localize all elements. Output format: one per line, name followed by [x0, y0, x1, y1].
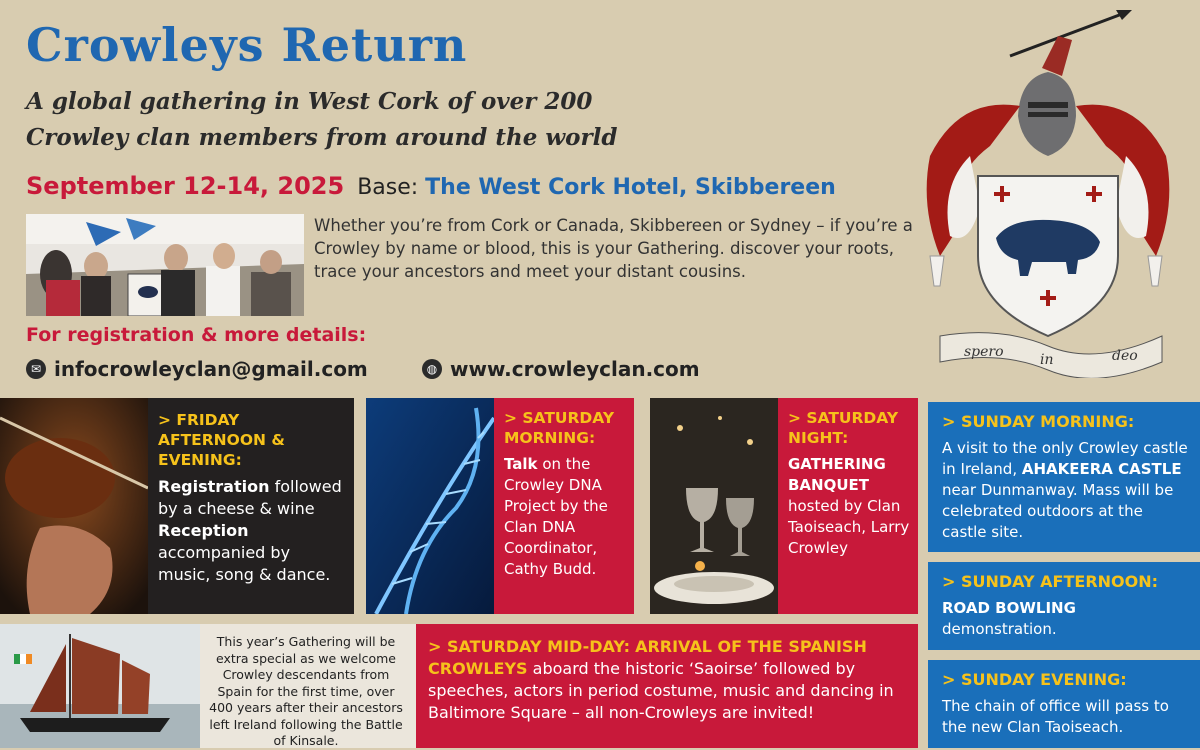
intro-text: Whether you’re from Cork or Canada, Skibbereen or Sydney – if you’re a Crowley by name or blood, this is your Gathering. discover your roots, trace your ancestors and meet your distant cousins.	[314, 216, 913, 281]
page-subtitle	[26, 84, 617, 156]
saoirse-ship-photo	[0, 624, 200, 748]
sunday-afternoon-heading: > SUNDAY AFTERNOON:	[942, 572, 1159, 591]
sunday-morning-heading: > SUNDAY MORNING:	[942, 412, 1135, 431]
saturday-morning-panel	[494, 398, 634, 614]
saturday-midday-text: > SATURDAY MID-DAY: ARRIVAL OF THE SPANISH CROWLEYS aboard the historic ‘Saoirse’ followed by speeches, actors in period costume, music and dancing in Baltimore Square – all non-Crowleys are invited!	[428, 637, 894, 722]
email-address[interactable]: infocrowleyclan@gmail.com	[54, 357, 368, 381]
friday-heading: > FRIDAY AFTERNOON & EVENING:	[158, 411, 285, 469]
dna-photo	[366, 398, 494, 614]
motto-spero: spero	[964, 344, 1004, 360]
sunday-evening-panel	[928, 660, 1200, 748]
base-venue: The West Cork Hotel, Skibbereen	[425, 175, 836, 200]
subtitle-line-1: A global gathering in West Cork of over 200	[26, 88, 593, 115]
clan-crest	[900, 6, 1192, 378]
sunday-evening-text: The chain of office will pass to the new Clan Taoiseach.	[942, 697, 1169, 736]
motto-in: in	[1040, 352, 1054, 368]
spain-note-text: This year’s Gathering will be extra special as we welcome Crowley descendants from Spain for the first time, over 400 years after their ancestors left Ireland following the Battle of Kinsale.	[209, 634, 403, 748]
motto-deo: deo	[1112, 348, 1138, 364]
sunday-afternoon-panel	[928, 562, 1200, 650]
saturday-night-text: GATHERING BANQUET hosted by Clan Taoiseach, Larry Crowley	[788, 455, 910, 557]
saturday-morning-text: Talk on the Crowley DNA Project by the Clan DNA Coordinator, Cathy Budd.	[504, 455, 608, 578]
page-title: Crowleys Return	[26, 18, 468, 72]
event-date: September 12-14, 2025	[26, 172, 345, 200]
saturday-morning-heading: > SATURDAY MORNING:	[504, 409, 615, 447]
saturday-night-heading: > SATURDAY NIGHT:	[788, 409, 899, 447]
sunday-evening-heading: > SUNDAY EVENING:	[942, 670, 1127, 689]
website-link[interactable]: www.crowleyclan.com	[450, 357, 700, 381]
banquet-photo	[650, 398, 778, 614]
base-label: Base:	[357, 175, 419, 200]
saturday-night-panel	[778, 398, 918, 614]
website-contact[interactable]	[422, 357, 700, 381]
friday-panel	[148, 398, 354, 614]
sunday-morning-panel	[928, 402, 1200, 552]
sunday-morning-text: A visit to the only Crowley castle in Ireland, AHAKEERA CASTLE near Dunmanway. Mass will be celebrated outdoors at the castle site.	[942, 439, 1188, 541]
fiddle-photo	[0, 398, 148, 614]
email-contact[interactable]	[26, 357, 368, 381]
registration-label: For registration & more details:	[26, 324, 367, 346]
spain-note-panel	[0, 624, 416, 748]
friday-text: Registration followed by a cheese & wine Reception accompanied by music, song & dance.	[158, 477, 342, 584]
sunday-afternoon-text: ROAD BOWLING demonstration.	[942, 599, 1076, 638]
saturday-midday-heading: > SATURDAY MID-DAY:	[428, 637, 630, 656]
subtitle-line-2: Crowley clan members from around the world	[26, 124, 618, 151]
envelope-icon: ✉	[26, 359, 46, 379]
procession-photo	[26, 214, 304, 316]
globe-icon: ◍	[422, 359, 442, 379]
date-line	[26, 172, 836, 200]
saturday-midday-panel	[416, 624, 918, 748]
